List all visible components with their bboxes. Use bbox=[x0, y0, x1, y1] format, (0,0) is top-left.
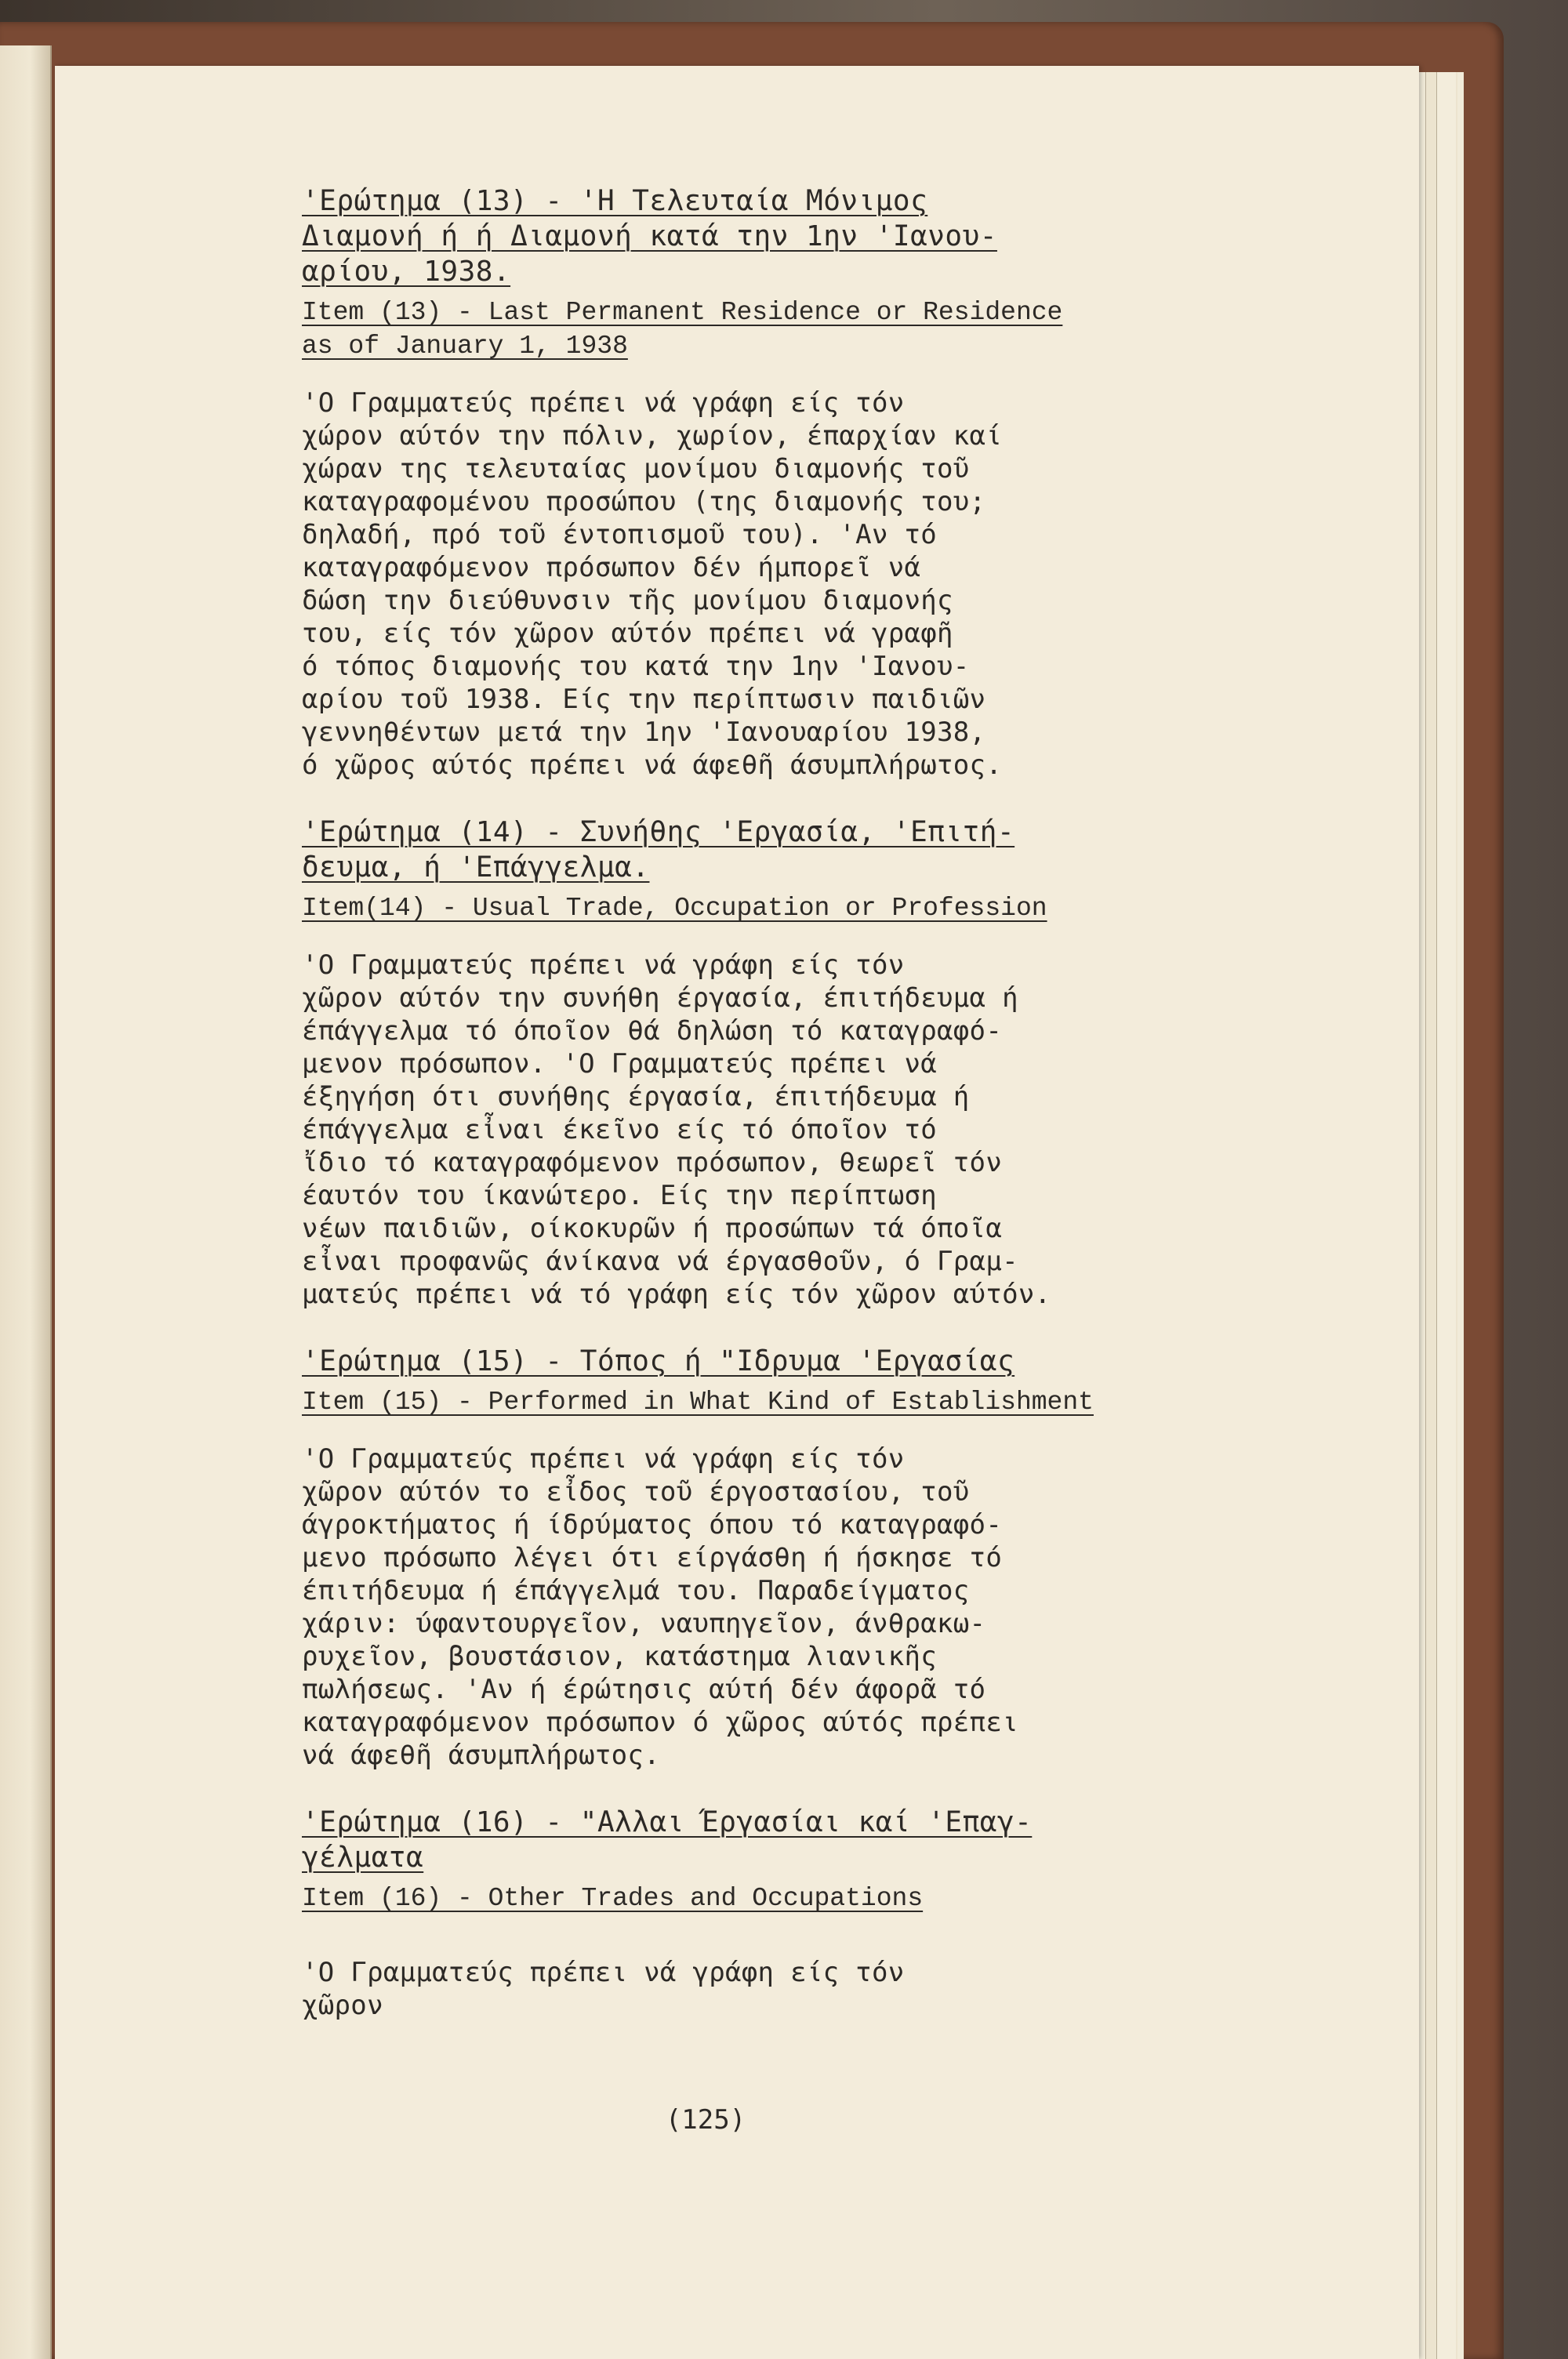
previous-page-edge bbox=[0, 45, 52, 2359]
section-item-13 bbox=[302, 183, 1223, 782]
english-heading: Item (13) - Last Permanent Residence or Residence as of January 1, 1938 bbox=[302, 298, 1063, 361]
english-heading: Item (16) - Other Trades and Occupations bbox=[302, 1884, 924, 1913]
section-item-16 bbox=[302, 1805, 1223, 2022]
section-item-14 bbox=[302, 815, 1223, 1311]
section-body: 'Ο Γραμματεύς πρέπει νά γράφη είς τόν χῶρον αύτόν την συνήθη έργασία, έπιτήδευμα ή έπάγγελμα τό όποῖον θά δηλώση τό καταγραφό- μενον πρόσωπον. 'Ο Γραμματεύς πρέπει νά έξηγήση ότι συνήθης έργασία, έπιτήδευμα ή έπάγγελμα εἶναι έκεῖνο είς τό όποῖον τό ἴδιο τό καταγραφόμενον πρόσωπον, θεωρεῖ τόν έαυτόν του ίκανώτερο. Είς την περίπτωση νέων παιδιῶν, οίκοκυρῶν ή προσώπων τά όποῖα εἶναι προφανῶς άνίκανα νά έργασθοῦν, ό Γραμ- ματεύς πρέπει νά τό γράφη είς τόν χῶρον αύτόν. bbox=[302, 949, 1051, 1310]
greek-heading: 'Ερώτημα (13) - 'Η Τελευταία Μόνιμος Διαμονή ή ή Διαμονή κατά την 1ην 'Ιανου- αρίου, 1938. bbox=[302, 185, 997, 288]
greek-heading: 'Ερώτημα (15) - Τόπος ή "Ιδρυμα 'Εργασίας bbox=[302, 1345, 1015, 1377]
section-body: 'Ο Γραμματεύς πρέπει νά γράφη είς τόν χῶρον bbox=[302, 1957, 905, 2021]
greek-heading: 'Ερώτημα (14) - Συνήθης 'Εργασία, 'Επιτή- δευμα, ή 'Επάγγελμα. bbox=[302, 816, 1015, 884]
page-number: (125) bbox=[665, 2104, 746, 2136]
greek-heading: 'Ερώτημα (16) - "Αλλαι Έργασίαι καί 'Επαγ- γέλματα bbox=[302, 1806, 1033, 1874]
page-content bbox=[302, 183, 1223, 2055]
page-edge bbox=[1436, 72, 1456, 2359]
document-page bbox=[55, 66, 1419, 2359]
section-body: 'Ο Γραμματεύς πρέπει νά γράφη είς τόν χῶρον αύτόν το εἶδος τοῦ έργοστασίου, τοῦ άγροκτήματος ή ίδρύματος όπου τό καταγραφό- μενο πρόσωπο λέγει ότι είργάσθη ή ήσκησε τό έπιτήδευμα ή έπάγγελμά του. Παραδείγματος χάριν: ύφαντουργεῖον, ναυπηγεῖον, άνθρακω- ρυχεῖον, βουστάσιον, κατάστημα λιανικῆς πωλήσεως. 'Αν ή έρώτησις αύτή δέν άφορᾶ τό καταγραφόμενον πρόσωπον ό χῶρος αύτός πρέπει νά άφεθῆ άσυμπλήρωτος. bbox=[302, 1443, 1018, 1771]
english-heading: Item (15) - Performed in What Kind of Establishment bbox=[302, 1388, 1094, 1417]
section-body: 'Ο Γραμματεύς πρέπει νά γράφη είς τόν χώρον αύτόν την πόλιν, χωρίον, έπαρχίαν καί χώραν της τελευταίας μονίμου διαμονής τοῦ καταγραφομένου προσώπου (της διαμονής του; δηλαδή, πρό τοῦ έντοπισμοῦ του). 'Αν τό καταγραφόμενον πρόσωπον δέν ήμπορεῖ νά δώση την διεύθυνσιν τῆς μονίμου διαμονής του, είς τόν χῶρον αύτόν πρέπει νά γραφῆ ό τόπος διαμονής του κατά την 1ην 'Ιανου- αρίου τοῦ 1938. Είς την περίπτωσιν παιδιῶν γεννηθέντων μετά την 1ην 'Ιανουαρίου 1938, ό χῶρος αύτός πρέπει νά άφεθῆ άσυμπλήρωτος. bbox=[302, 387, 1003, 781]
section-item-15 bbox=[302, 1344, 1223, 1772]
english-heading: Item(14) - Usual Trade, Occupation or Profession bbox=[302, 894, 1047, 923]
